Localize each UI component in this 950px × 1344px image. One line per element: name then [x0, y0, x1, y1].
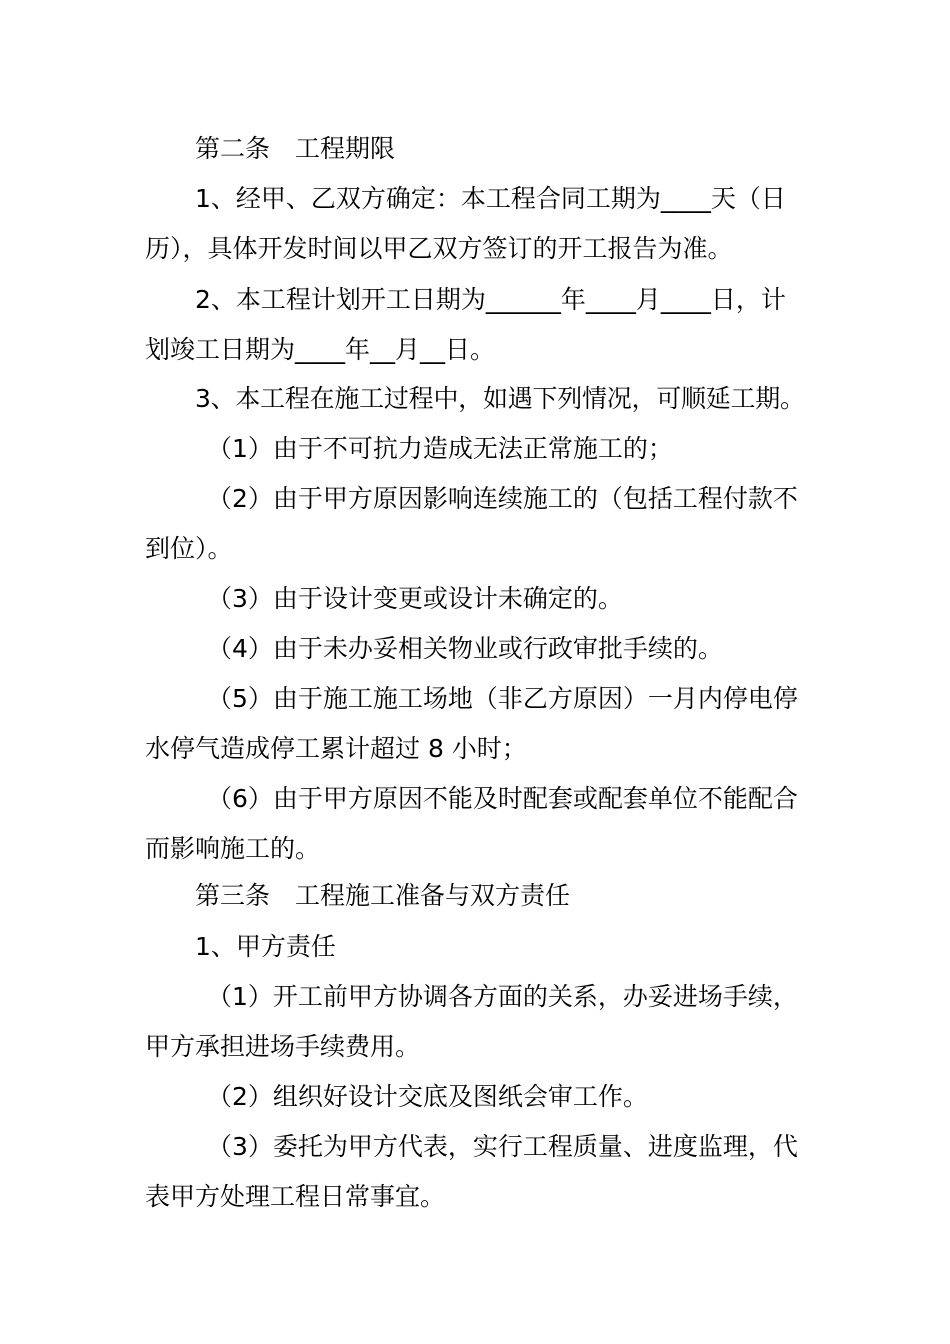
line-text: （3）委托为甲方代表，实行工程质量、进度监理，代: [207, 1132, 798, 1161]
list-item: [0, 432, 950, 482]
line-text: 历），具体开发时间以甲乙双方签订的开工报告为准。: [145, 234, 733, 263]
paragraph-line: [0, 832, 950, 882]
list-item: [0, 682, 950, 732]
line-text: 到位）。: [145, 534, 233, 563]
line-text: 甲方承担进场手续费用。: [145, 1032, 421, 1061]
paragraph-line: [0, 1030, 950, 1080]
line-text: （6）由于甲方原因不能及时配套或配套单位不能配合: [207, 784, 798, 813]
list-item: [0, 632, 950, 682]
paragraph-line: [0, 283, 950, 333]
section-heading: [0, 930, 950, 980]
line-text: 第二条 工程期限: [195, 134, 396, 163]
list-item: [0, 582, 950, 632]
paragraph-line: [0, 732, 950, 782]
list-item: [0, 1130, 950, 1180]
line-text: （1）开工前甲方协调各方面的关系，办妥进场手续，: [207, 982, 798, 1011]
paragraph-line: [0, 182, 950, 232]
paragraph-line: [0, 1180, 950, 1230]
line-text: 划竣工日期为____年__月__日。: [145, 335, 496, 364]
paragraph-line: [0, 333, 950, 383]
list-item: [0, 1080, 950, 1130]
line-text: （3）由于设计变更或设计未确定的。: [207, 584, 623, 613]
line-text: 1、甲方责任: [195, 932, 336, 961]
line-text: 第三条 工程施工准备与双方责任: [195, 881, 571, 910]
list-item: [0, 980, 950, 1030]
line-text: （2）由于甲方原因影响连续施工的（包括工程付款不: [207, 484, 798, 513]
line-text: 2、本工程计划开工日期为______年____月____日，计: [195, 285, 786, 314]
line-text: 水停气造成停工累计超过 8 小时；: [145, 734, 527, 763]
line-text: 而影响施工的。: [145, 834, 321, 863]
paragraph-line: [0, 382, 950, 432]
line-text: （5）由于施工施工场地（非乙方原因）一月内停电停: [207, 684, 798, 713]
line-text: 3、本工程在施工过程中，如遇下列情况，可顺延工期。: [195, 384, 805, 413]
article-3-heading: [0, 879, 950, 929]
line-text: （4）由于未办妥相关物业或行政审批手续的。: [207, 634, 723, 663]
paragraph-line: [0, 232, 950, 282]
line-text: 1、经甲、乙双方确定：本工程合同工期为____天（日: [195, 184, 786, 213]
list-item: [0, 482, 950, 532]
line-text: 表甲方处理工程日常事宜。: [145, 1182, 446, 1211]
paragraph-line: [0, 532, 950, 582]
line-text: （1）由于不可抗力造成无法正常施工的；: [207, 434, 673, 463]
list-item: [0, 782, 950, 832]
line-text: （2）组织好设计交底及图纸会审工作。: [207, 1082, 648, 1111]
article-2-heading: [0, 132, 950, 182]
